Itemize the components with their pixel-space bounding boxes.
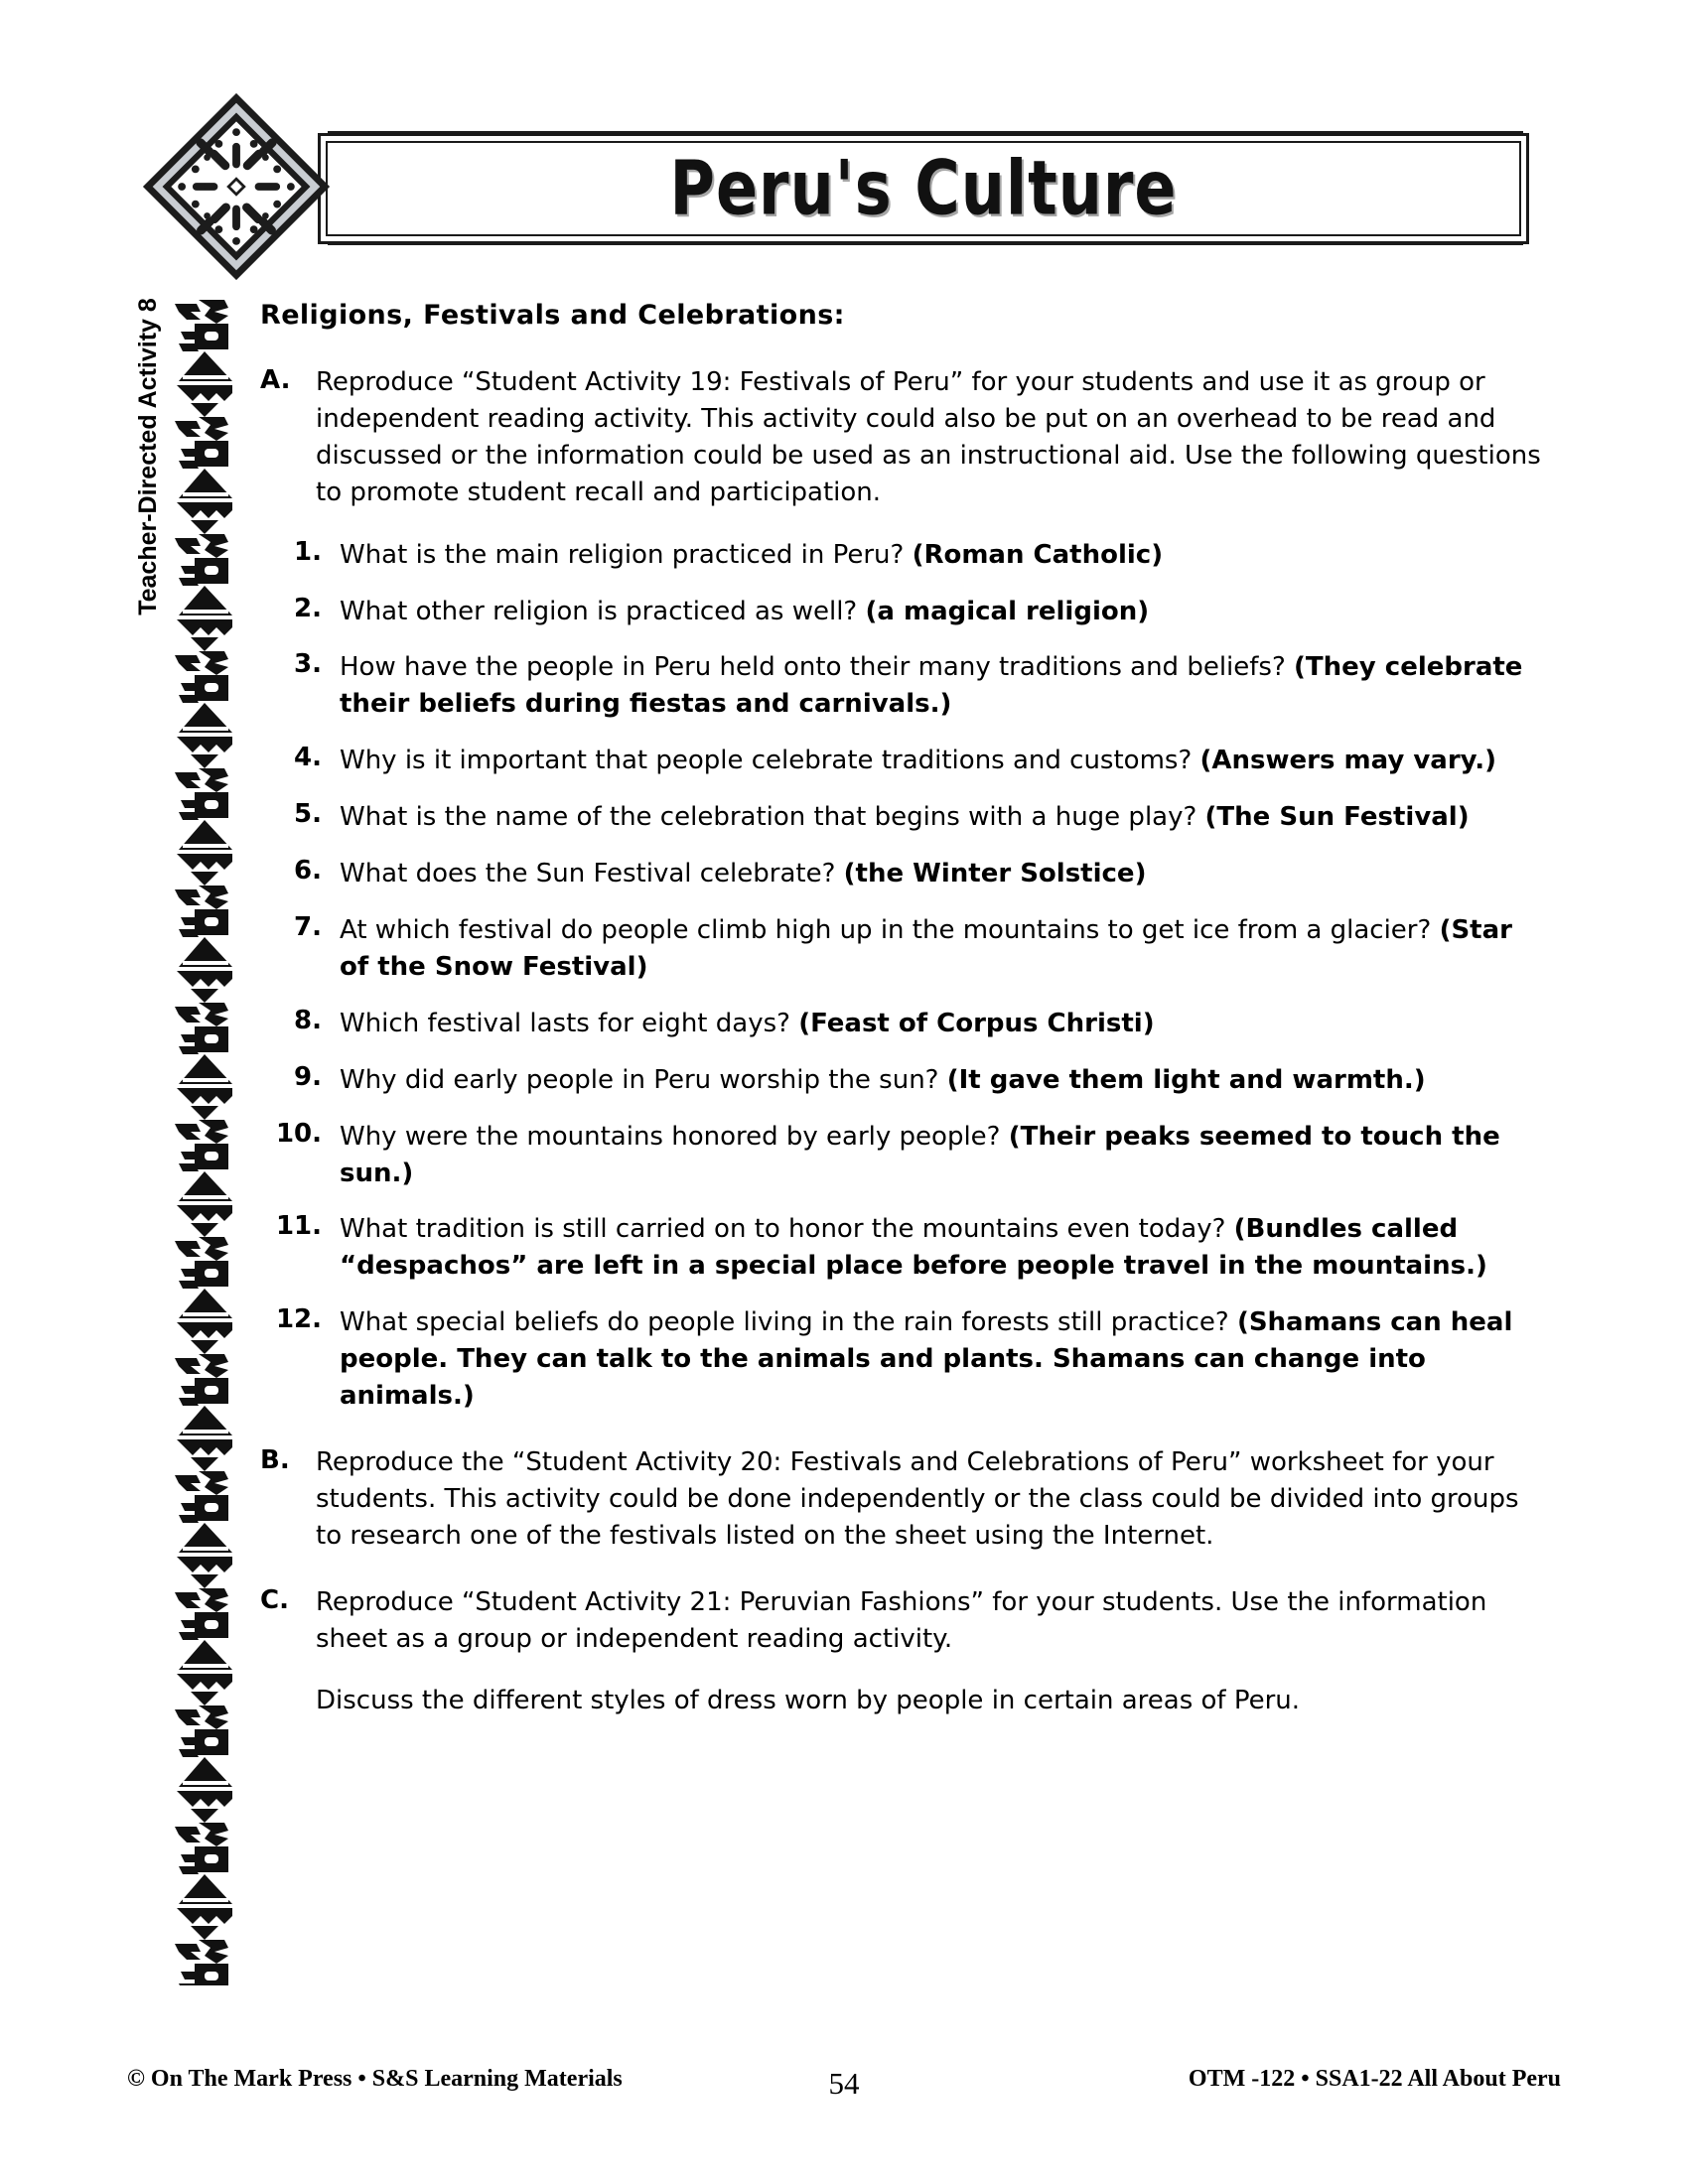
question-text <box>340 856 1541 892</box>
question-item <box>260 799 1541 836</box>
question-answer: (They celebrate their beliefs during fiestas and carnivals.) <box>340 652 1523 720</box>
item-marker-c: C. <box>260 1584 289 1615</box>
question-prompt: What is the name of the celebration that begins with a huge play? <box>340 802 1205 833</box>
question-prompt: What special beliefs do people living in the rain forests still practice? <box>340 1307 1237 1338</box>
question-prompt: What is the main religion practiced in Peru? <box>340 539 913 570</box>
question-text <box>340 912 1541 986</box>
question-text <box>340 1211 1541 1285</box>
activity-item-a <box>260 364 1541 511</box>
question-number: 5. <box>294 799 322 830</box>
question-number: 11. <box>275 1211 322 1242</box>
question-number: 1. <box>294 536 322 567</box>
question-number: 3. <box>294 649 322 680</box>
question-number: 9. <box>294 1061 322 1092</box>
question-answer: (Roman Catholic) <box>912 539 1164 570</box>
question-item <box>260 1119 1541 1192</box>
question-number: 10. <box>275 1118 322 1149</box>
question-item <box>260 649 1541 723</box>
question-number: 12. <box>275 1304 322 1335</box>
activity-item-b <box>260 1444 1541 1555</box>
question-answer: (It gave them light and warmth.) <box>946 1064 1426 1095</box>
question-text <box>340 594 1541 630</box>
title-frame-inner <box>326 141 1521 236</box>
question-prompt: What other religion is practiced as well? <box>340 596 866 626</box>
question-text <box>340 1304 1541 1415</box>
section-heading: Religions, Festivals and Celebrations: <box>260 300 845 331</box>
footer-copyright: © On The Mark Press • S&S Learning Materials <box>127 2066 623 2092</box>
question-text <box>340 743 1541 779</box>
question-answer: (The Sun Festival) <box>1204 802 1470 833</box>
question-prompt: Why is it important that people celebrate traditions and customs? <box>340 746 1200 776</box>
question-item <box>260 1304 1541 1415</box>
page-number: 54 <box>828 2066 860 2101</box>
question-answer: (Their peaks seemed to touch the sun.) <box>340 1121 1500 1188</box>
question-number: 2. <box>294 593 322 623</box>
question-text <box>340 649 1541 723</box>
question-answer: (a magical religion) <box>865 596 1150 626</box>
question-item <box>260 1062 1541 1099</box>
question-answer: (the Winter Solstice) <box>843 859 1147 889</box>
question-prompt: How have the people in Peru held onto their many traditions and beliefs? <box>340 652 1295 683</box>
question-text <box>340 799 1541 836</box>
question-item <box>260 1006 1541 1042</box>
question-item <box>260 537 1541 574</box>
question-answer: (Answers may vary.) <box>1199 746 1496 776</box>
question-text <box>340 537 1541 574</box>
question-number: 4. <box>294 743 322 773</box>
question-item <box>260 743 1541 779</box>
andean-border-ornament <box>171 298 238 1985</box>
question-text <box>340 1062 1541 1099</box>
question-answer: (Feast of Corpus Christi) <box>798 1008 1155 1038</box>
title-frame <box>318 133 1529 244</box>
question-item <box>260 912 1541 986</box>
question-number: 6. <box>294 856 322 887</box>
question-prompt: Why were the mountains honored by early people? <box>340 1121 1009 1152</box>
item-marker-b: B. <box>260 1444 290 1475</box>
question-number: 8. <box>294 1005 322 1035</box>
question-prompt: What tradition is still carried on to honor the mountains even today? <box>340 1214 1234 1245</box>
question-answer: (Star of the Snow Festival) <box>340 914 1512 982</box>
question-prompt: What does the Sun Festival celebrate? <box>340 859 844 889</box>
footer-product-code: OTM -122 • SSA1-22 All About Peru <box>1188 2066 1561 2092</box>
question-number: 7. <box>294 911 322 942</box>
question-prompt: Why did early people in Peru worship the sun? <box>340 1064 947 1095</box>
question-item <box>260 1211 1541 1285</box>
question-text <box>340 1119 1541 1192</box>
vertical-activity-label: Teacher-Directed Activity 8 <box>134 298 162 615</box>
question-text <box>340 1006 1541 1042</box>
activity-item-c <box>260 1584 1541 1658</box>
item-marker-a: A. <box>260 365 291 395</box>
closing-paragraph: Discuss the different styles of dress worn by people in certain areas of Peru. <box>316 1686 1301 1716</box>
item-text-c: Reproduce “Student Activity 21: Peruvian Fashions” for your students. Use the information sheet as a group or independent reading activity. <box>316 1586 1487 1654</box>
question-item <box>260 594 1541 630</box>
question-answer: (Shamans can heal people. They can talk to the animals and plants. Shamans can change into animals.) <box>340 1307 1513 1412</box>
item-text-b: Reproduce the “Student Activity 20: Festivals and Celebrations of Peru” worksheet for your students. This activity could be done independently or the class could be divided into groups to research one of the festivals listed on the sheet using the Internet. <box>316 1446 1519 1551</box>
page-title: Peru's Culture <box>669 143 1178 232</box>
page-header <box>139 111 1529 260</box>
item-text-a: Reproduce “Student Activity 19: Festivals of Peru” for your students and use it as group or independent reading activity. This activity could also be put on an overhead to be read and discussed or the information could be used as an instructional aid. Use the following questions to promote student recall and participation. <box>316 367 1541 507</box>
question-prompt: Which festival lasts for eight days? <box>340 1008 799 1038</box>
question-answer: (Bundles called “despachos” are left in a special place before people travel in the mountains.) <box>340 1214 1487 1282</box>
worksheet-body <box>260 300 1541 1719</box>
question-item <box>260 856 1541 892</box>
question-prompt: At which festival do people climb high up in the mountains to get ice from a glacier? <box>340 914 1440 945</box>
question-list <box>260 537 1541 1415</box>
page-footer <box>127 2066 1561 2101</box>
